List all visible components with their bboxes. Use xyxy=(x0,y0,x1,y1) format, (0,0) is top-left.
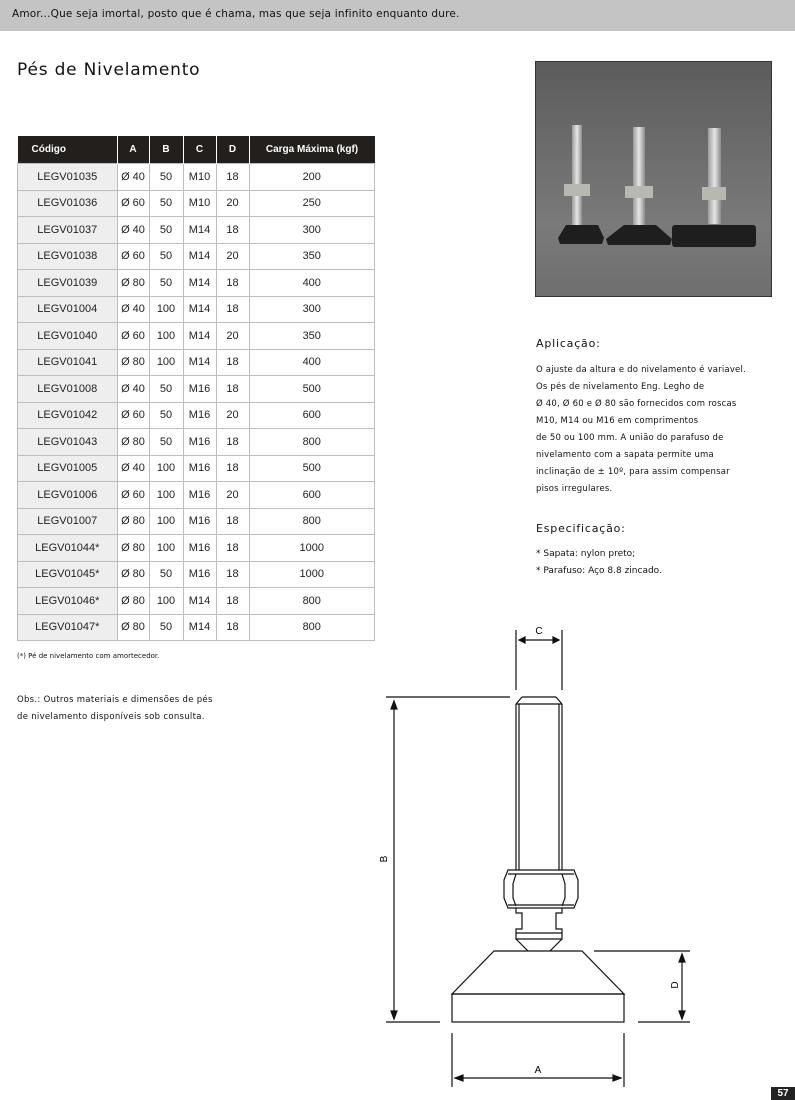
cell-c: M10 xyxy=(183,164,216,191)
cell-carga: 400 xyxy=(249,349,375,376)
cell-b: 50 xyxy=(149,402,183,429)
cell-b: 50 xyxy=(149,429,183,456)
application-text xyxy=(536,362,786,498)
cell-codigo: LEGV01040 xyxy=(18,323,118,350)
cell-carga: 500 xyxy=(249,455,375,482)
cell-a: Ø 80 xyxy=(117,429,149,456)
cell-carga: 600 xyxy=(249,402,375,429)
header-bar xyxy=(0,0,795,31)
cell-a: Ø 40 xyxy=(117,455,149,482)
cell-d: 18 xyxy=(216,588,249,615)
cell-a: Ø 60 xyxy=(117,190,149,217)
table-row xyxy=(18,349,375,376)
cell-codigo: LEGV01047* xyxy=(18,614,118,641)
cell-c: M16 xyxy=(183,429,216,456)
spec-item: * Parafuso: Aço 8.8 zincado. xyxy=(536,566,662,576)
cell-c: M16 xyxy=(183,402,216,429)
cell-carga: 200 xyxy=(249,164,375,191)
cell-d: 18 xyxy=(216,535,249,562)
cell-codigo: LEGV01037 xyxy=(18,217,118,244)
specification-list xyxy=(536,546,662,580)
cell-codigo: LEGV01005 xyxy=(18,455,118,482)
cell-codigo: LEGV01044* xyxy=(18,535,118,562)
cell-a: Ø 40 xyxy=(117,376,149,403)
table-row xyxy=(18,190,375,217)
table-row xyxy=(18,402,375,429)
cell-d: 18 xyxy=(216,455,249,482)
table-row xyxy=(18,455,375,482)
cell-d: 18 xyxy=(216,164,249,191)
col-header-codigo: Código xyxy=(18,136,118,164)
observation xyxy=(17,692,213,726)
cell-a: Ø 40 xyxy=(117,164,149,191)
table-row xyxy=(18,243,375,270)
cell-c: M16 xyxy=(183,376,216,403)
cell-c: M16 xyxy=(183,508,216,535)
cell-carga: 1000 xyxy=(249,561,375,588)
cell-d: 18 xyxy=(216,270,249,297)
cell-a: Ø 60 xyxy=(117,323,149,350)
cell-d: 18 xyxy=(216,296,249,323)
cell-a: Ø 80 xyxy=(117,588,149,615)
cell-c: M14 xyxy=(183,614,216,641)
cell-b: 100 xyxy=(149,349,183,376)
table-row xyxy=(18,296,375,323)
cell-a: Ø 80 xyxy=(117,535,149,562)
cell-b: 100 xyxy=(149,455,183,482)
application-line: O ajuste da altura e do nivelamento é variavel. xyxy=(536,365,746,375)
cell-codigo: LEGV01035 xyxy=(18,164,118,191)
cell-codigo: LEGV01006 xyxy=(18,482,118,509)
cell-codigo: LEGV01007 xyxy=(18,508,118,535)
header-quote: Amor...Que seja imortal, posto que é chama, mas que seja infinito enquanto dure. xyxy=(12,8,460,20)
cell-carga: 350 xyxy=(249,323,375,350)
cell-carga: 800 xyxy=(249,614,375,641)
application-line: de 50 ou 100 mm. A união do parafuso de xyxy=(536,433,724,443)
cell-d: 20 xyxy=(216,402,249,429)
cell-d: 18 xyxy=(216,561,249,588)
cell-a: Ø 80 xyxy=(117,561,149,588)
cell-a: Ø 80 xyxy=(117,614,149,641)
cell-c: M14 xyxy=(183,323,216,350)
application-line: Os pés de nivelamento Eng. Legho de xyxy=(536,382,705,392)
cell-b: 50 xyxy=(149,190,183,217)
table-row xyxy=(18,164,375,191)
cell-c: M16 xyxy=(183,482,216,509)
cell-codigo: LEGV01039 xyxy=(18,270,118,297)
product-photo xyxy=(535,61,772,297)
table-row xyxy=(18,429,375,456)
cell-a: Ø 80 xyxy=(117,270,149,297)
application-line: inclinação de ± 10º, para assim compensar xyxy=(536,467,730,477)
cell-carga: 800 xyxy=(249,588,375,615)
cell-b: 100 xyxy=(149,508,183,535)
cell-d: 18 xyxy=(216,349,249,376)
col-header-d: D xyxy=(216,136,249,164)
cell-carga: 250 xyxy=(249,190,375,217)
cell-codigo: LEGV01043 xyxy=(18,429,118,456)
cell-b: 100 xyxy=(149,296,183,323)
label-b: B xyxy=(379,855,390,863)
cell-c: M14 xyxy=(183,296,216,323)
cell-carga: 800 xyxy=(249,508,375,535)
cell-d: 18 xyxy=(216,217,249,244)
application-line: pisos irregulares. xyxy=(536,484,613,494)
cell-c: M14 xyxy=(183,588,216,615)
obs-line: de nivelamento disponíveis sob consulta. xyxy=(17,712,205,722)
cell-b: 50 xyxy=(149,561,183,588)
cell-b: 50 xyxy=(149,270,183,297)
col-header-carga: Carga Máxima (kgf) xyxy=(249,136,375,164)
cell-codigo: LEGV01041 xyxy=(18,349,118,376)
cell-codigo: LEGV01036 xyxy=(18,190,118,217)
table-header-row xyxy=(18,136,375,164)
cell-carga: 400 xyxy=(249,270,375,297)
footnote: (*) Pé de nivelamento com amortecedor. xyxy=(17,652,160,660)
cell-b: 100 xyxy=(149,482,183,509)
cell-carga: 300 xyxy=(249,296,375,323)
cell-d: 18 xyxy=(216,429,249,456)
cell-carga: 800 xyxy=(249,429,375,456)
cell-carga: 600 xyxy=(249,482,375,509)
table-row xyxy=(18,508,375,535)
label-d: D xyxy=(670,981,681,989)
cell-a: Ø 80 xyxy=(117,349,149,376)
application-line: M10, M14 ou M16 em comprimentos xyxy=(536,416,699,426)
cell-c: M14 xyxy=(183,349,216,376)
cell-carga: 1000 xyxy=(249,535,375,562)
cell-codigo: LEGV01045* xyxy=(18,561,118,588)
table-row xyxy=(18,217,375,244)
cell-d: 20 xyxy=(216,190,249,217)
cell-b: 50 xyxy=(149,164,183,191)
table-row xyxy=(18,588,375,615)
cell-c: M14 xyxy=(183,243,216,270)
cell-d: 20 xyxy=(216,482,249,509)
cell-carga: 350 xyxy=(249,243,375,270)
application-line: Ø 40, Ø 60 e Ø 80 são fornecidos com roscas xyxy=(536,399,737,409)
specification-title: Especificação: xyxy=(536,522,626,535)
cell-d: 18 xyxy=(216,508,249,535)
col-header-c: C xyxy=(183,136,216,164)
cell-d: 18 xyxy=(216,614,249,641)
cell-c: M16 xyxy=(183,455,216,482)
cell-codigo: LEGV01042 xyxy=(18,402,118,429)
spec-item: * Sapata: nylon preto; xyxy=(536,549,636,559)
page-title: Pés de Nivelamento xyxy=(17,60,201,80)
cell-b: 100 xyxy=(149,588,183,615)
cell-d: 18 xyxy=(216,376,249,403)
cell-carga: 300 xyxy=(249,217,375,244)
cell-b: 50 xyxy=(149,376,183,403)
cell-a: Ø 60 xyxy=(117,482,149,509)
leveling-feet-table xyxy=(17,136,375,641)
cell-b: 50 xyxy=(149,243,183,270)
leveling-feet-photo-illustration xyxy=(536,62,772,297)
cell-a: Ø 40 xyxy=(117,217,149,244)
cell-b: 50 xyxy=(149,614,183,641)
cell-d: 20 xyxy=(216,323,249,350)
cell-codigo: LEGV01046* xyxy=(18,588,118,615)
technical-drawing xyxy=(370,615,700,1095)
col-header-b: B xyxy=(149,136,183,164)
cell-d: 20 xyxy=(216,243,249,270)
cell-b: 100 xyxy=(149,535,183,562)
cell-a: Ø 40 xyxy=(117,296,149,323)
table-row xyxy=(18,614,375,641)
application-title: Aplicação: xyxy=(536,337,601,350)
table-row xyxy=(18,376,375,403)
table-row xyxy=(18,535,375,562)
table-row xyxy=(18,561,375,588)
cell-c: M14 xyxy=(183,270,216,297)
page-number: 57 xyxy=(771,1087,795,1100)
cell-codigo: LEGV01008 xyxy=(18,376,118,403)
cell-c: M14 xyxy=(183,217,216,244)
table-row xyxy=(18,323,375,350)
cell-a: Ø 60 xyxy=(117,402,149,429)
obs-line: Obs.: Outros materiais e dimensões de pés xyxy=(17,695,213,705)
label-a: A xyxy=(534,1065,542,1076)
cell-codigo: LEGV01004 xyxy=(18,296,118,323)
cell-c: M16 xyxy=(183,561,216,588)
cell-codigo: LEGV01038 xyxy=(18,243,118,270)
cell-a: Ø 60 xyxy=(117,243,149,270)
cell-b: 50 xyxy=(149,217,183,244)
cell-a: Ø 80 xyxy=(117,508,149,535)
application-line: nivelamento com a sapata permite uma xyxy=(536,450,714,460)
table-row xyxy=(18,270,375,297)
cell-c: M16 xyxy=(183,535,216,562)
cell-b: 100 xyxy=(149,323,183,350)
label-c: C xyxy=(535,626,543,637)
cell-c: M10 xyxy=(183,190,216,217)
col-header-a: A xyxy=(117,136,149,164)
table-row xyxy=(18,482,375,509)
cell-carga: 500 xyxy=(249,376,375,403)
